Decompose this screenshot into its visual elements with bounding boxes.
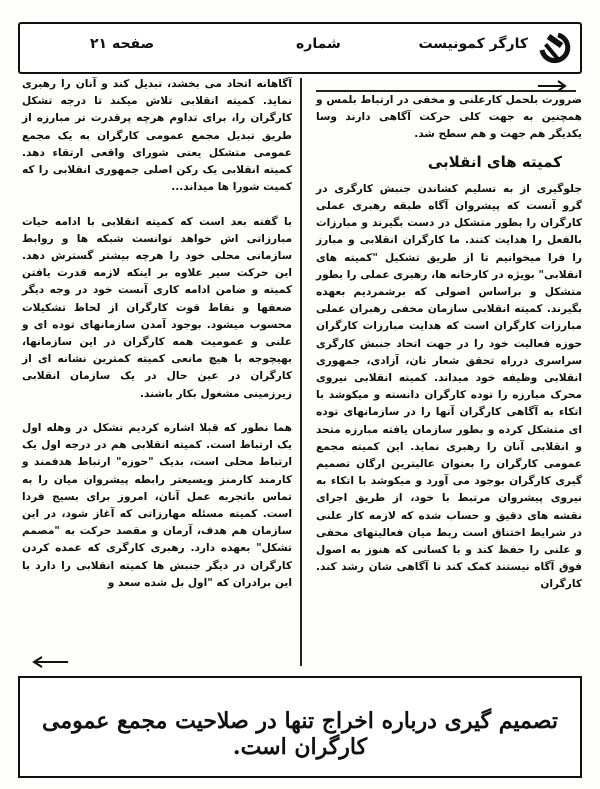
masthead-title: کارگر کمونیست — [418, 36, 528, 52]
column-divider — [300, 78, 302, 666]
right-column — [316, 92, 582, 672]
page-number: صفحه ۲۱ — [90, 36, 155, 52]
issue-label: شماره — [296, 36, 341, 52]
left-paragraph-1: آگاهانه اتحاد می بخشد، تبدیل کند و آنان را رهبری نماید. کمیته انقلابی تلاش میکند تا درجه تشکل کارگران را، برای تداوم هرچه پرقدرت تر مبارزه از طریق تبدیل مجمع عمومی کارگران به یک مجمع عمومی متشکل یعنی شورای واقعی ارتقاء دهد. کمیته انقلابی یک رکن اصلی جمهوری انقلابی را که کمیت شورا ها میداند... — [22, 78, 292, 194]
back-arrow-icon — [30, 656, 70, 668]
footer-banner — [18, 676, 582, 778]
page-header — [18, 22, 582, 74]
left-paragraph-2: با گفته بعد است که کمیته انقلابی با ادامه حیات مبارزاتی اش خواهد توانست شبکه ها و روابط سازمانی محلی خود را هرچه بیشتر گسترش دهد. این حرکت سیر علاوه بر اینکه لازمه قدرت یافتن کمیته و ضامن ادامه کاری آنست خود در وجه دیگر ضعفها و نقاط قوت کارگران از لحاظ تشکیلات محسوب میشود. بوجود آمدن سازمانهای توده ای و علنی و عمومیت همه کارگران در این سازمانها، بهیچوجه با هیچ مانعی کمیته کمترین نشانه ای از کارگران در عین حال در یک سازمان انقلابی زیرزمینی مشغول بکار باشند. — [22, 215, 292, 400]
left-column — [22, 76, 292, 676]
hammer-sickle-icon — [534, 28, 574, 68]
left-paragraph-3: هما نطور که قبلا اشاره کردیم تشکل در وهله اول یک ارتباط است. کمیته انقلابی هم در درجه اول یک ارتباط محلی است، بدیک "حوزه" ارتباط هدفمند و کارمند کارمنز ویسیعتر رابطه پیشروان میان را به تماس باتجربه عمل آنان، امروز برای بسیج فردا است. کمیته مسئله مهارزاتی که آغاز شود، در این سازمان هم هدف، آرمان و مقصد حرکت به "مصمم تشکل" بعهده دارد. رهبری کارگری که عمده کردن کارگران در دیگر جنبش ها کمیته انقلابی را دارد با این برادران که "اول بل شده سعد و — [22, 422, 292, 589]
body-paragraph: جلوگیری از به تسلیم کشاندن جنبش کارگری در گرو آنست که پیشروان آگاه طبقه رهبری عملی کارگران را بطور متشکل در دست بگیرند و مبارزات بالفعل را هدایت کنند. ما کارگران انقلابی و مبارز را فرا میخوانیم تا از طریق تشکیل "کمیته های انقلابی" بویژه در کارخانه ها، رهبری عملی را بطور متشکل و براساس اصولی که برشمردیم بعهده بگیرند. کمیته انقلابی سازمان مخفی رهبران عملی مبارزات کارگران است که هدایت مبارزات کارگران حوزه فعالیت خود را در جهت اتحاد جنبش کارگری سراسری درراه تحقق شعار نان، آزادی، جمهوری انقلابی وظیفه خود میداند. کمیته انقلابی نیروی محرک مبارزه را توده کارگران دانسته و میکوشد با اتکاء به آگاهی کارگران آنها را در سازمانهای توده ای متشکل کرده و بطور سازمان یافته مبارزه متحد و انقلابی آنان را رهبری نماید. این کمیته مجمع عمومی کارگران را بعنوان عالیترین ارگان تصمیم گیری کارگران بوجود می آورد و میکوشد با اتکاء به نیروی پیشروان مرتبط با خود، از طریق اجرای نقشه های دقیق و حساب شده که لازمه کار علنی در شرایط اختناق است ربط میان فعالیتهای مخفی و علنی را حفظ کند و با کسانی که هنوز به اصول فوق آگاه نیستند کمک کند تا آگاهی شان رشد کند. کارگران — [316, 182, 582, 591]
section-title: کمیته های انقلابی — [427, 152, 562, 171]
intro-paragraph: ضرورت بلحمل کارعلنی و مخفی در ارتباط بلمس و همچنین به جهت کلی حرکت آگاهی دارند وسا یکدیگر هم جهت و هم سطح شد. — [316, 94, 582, 141]
footer-headline: تصمیم گیری درباره اخراج تنها در صلاحیت مجمع عمومی کارگران است. — [42, 708, 558, 760]
